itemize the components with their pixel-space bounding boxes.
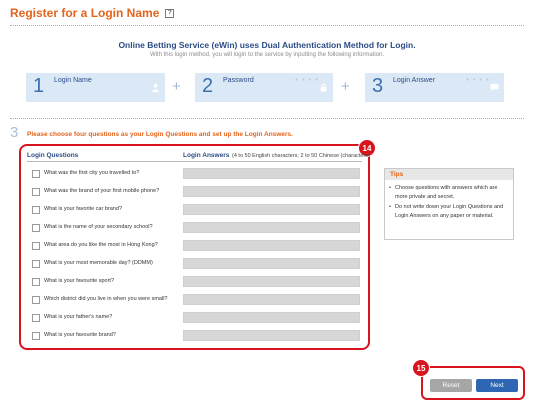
step-password [195, 73, 333, 102]
page-title [10, 6, 174, 20]
question-checkbox[interactable] [32, 206, 40, 214]
step-number: 1 [33, 75, 45, 97]
question-text: What is your most memorable day? (DDMM) [44, 260, 153, 266]
intro-subheading: With this login method, you will login to the service by inputting the following information. [149, 52, 385, 58]
next-button[interactable]: Next [476, 379, 518, 392]
section-divider [10, 118, 524, 119]
password-dots: * * * * [295, 78, 319, 85]
question-checkbox[interactable] [32, 260, 40, 268]
question-row [27, 328, 362, 346]
plus-sign: + [341, 78, 350, 95]
chat-icon [490, 83, 499, 92]
question-row [27, 166, 362, 184]
question-checkbox[interactable] [32, 296, 40, 304]
step-label: Login Answer [393, 77, 436, 84]
answer-input[interactable] [183, 258, 360, 269]
answer-input[interactable] [183, 168, 360, 179]
question-row [27, 220, 362, 238]
section-instruction: Please choose four questions as your Login Questions and set up the Login Answers. [27, 131, 293, 138]
question-text: Which district did you live in when you were small? [44, 296, 168, 302]
person-icon [151, 83, 160, 92]
question-checkbox[interactable] [32, 242, 40, 250]
question-row [27, 256, 362, 274]
question-text: What is your favourite brand? [44, 332, 116, 338]
tips-title: Tips [385, 169, 513, 180]
step-login-answer [365, 73, 504, 102]
step-number: 2 [202, 75, 214, 97]
question-text: What area do you like the most in Hong Kong? [44, 242, 158, 248]
step-marker-14: 14 [358, 139, 376, 157]
answers-header: Login Answers [183, 152, 230, 159]
question-text: What was the brand of your first mobile phone? [44, 188, 160, 194]
answer-input[interactable] [183, 330, 360, 341]
answer-input[interactable] [183, 240, 360, 251]
intro-heading: Online Betting Service (eWin) uses Dual Authentication Method for Login. [118, 40, 416, 50]
tip-item: • Choose questions with answers which are more private and secret. [395, 184, 509, 201]
answer-input[interactable] [183, 294, 360, 305]
title-divider [10, 25, 524, 26]
question-checkbox[interactable] [32, 278, 40, 286]
question-row [27, 274, 362, 292]
question-checkbox[interactable] [32, 170, 40, 178]
question-text: What is your favourite sport? [44, 278, 115, 284]
lock-icon [319, 83, 328, 92]
question-row [27, 202, 362, 220]
question-checkbox[interactable] [32, 332, 40, 340]
step-label: Password [223, 77, 254, 84]
section-number: 3 [10, 124, 19, 141]
step-number: 3 [372, 75, 384, 97]
help-icon[interactable]: ? [165, 9, 174, 18]
plus-sign: + [172, 78, 181, 95]
question-text: What was the first city you travelled to? [44, 170, 140, 176]
table-header-divider [27, 161, 362, 162]
answer-input[interactable] [183, 312, 360, 323]
question-text: What is the name of your secondary school? [44, 224, 153, 230]
answers-note: (4 to 50 English characters; 2 to 50 Chinese (characters) [232, 153, 370, 159]
step-login-name [26, 73, 165, 102]
question-row [27, 238, 362, 256]
reset-button[interactable]: Reset [430, 379, 472, 392]
step-label: Login Name [54, 77, 92, 84]
answer-input[interactable] [183, 222, 360, 233]
page-title-text: Register for a Login Name [10, 6, 160, 20]
tips-panel [384, 168, 514, 240]
question-text: What is your favorite car brand? [44, 206, 122, 212]
tips-list [385, 180, 513, 220]
question-text: What is your father's name? [44, 314, 113, 320]
answer-input[interactable] [183, 204, 360, 215]
question-checkbox[interactable] [32, 224, 40, 232]
question-checkbox[interactable] [32, 188, 40, 196]
question-row [27, 310, 362, 328]
question-checkbox[interactable] [32, 314, 40, 322]
questions-header: Login Questions [27, 152, 79, 159]
tip-item: • Do not write down your Login Questions and Login Answers on any paper or material. [395, 203, 509, 220]
question-row [27, 184, 362, 202]
question-row [27, 292, 362, 310]
answer-input[interactable] [183, 276, 360, 287]
step-marker-15: 15 [412, 359, 430, 377]
answer-input[interactable] [183, 186, 360, 197]
answer-dots: * * * * [466, 78, 490, 85]
